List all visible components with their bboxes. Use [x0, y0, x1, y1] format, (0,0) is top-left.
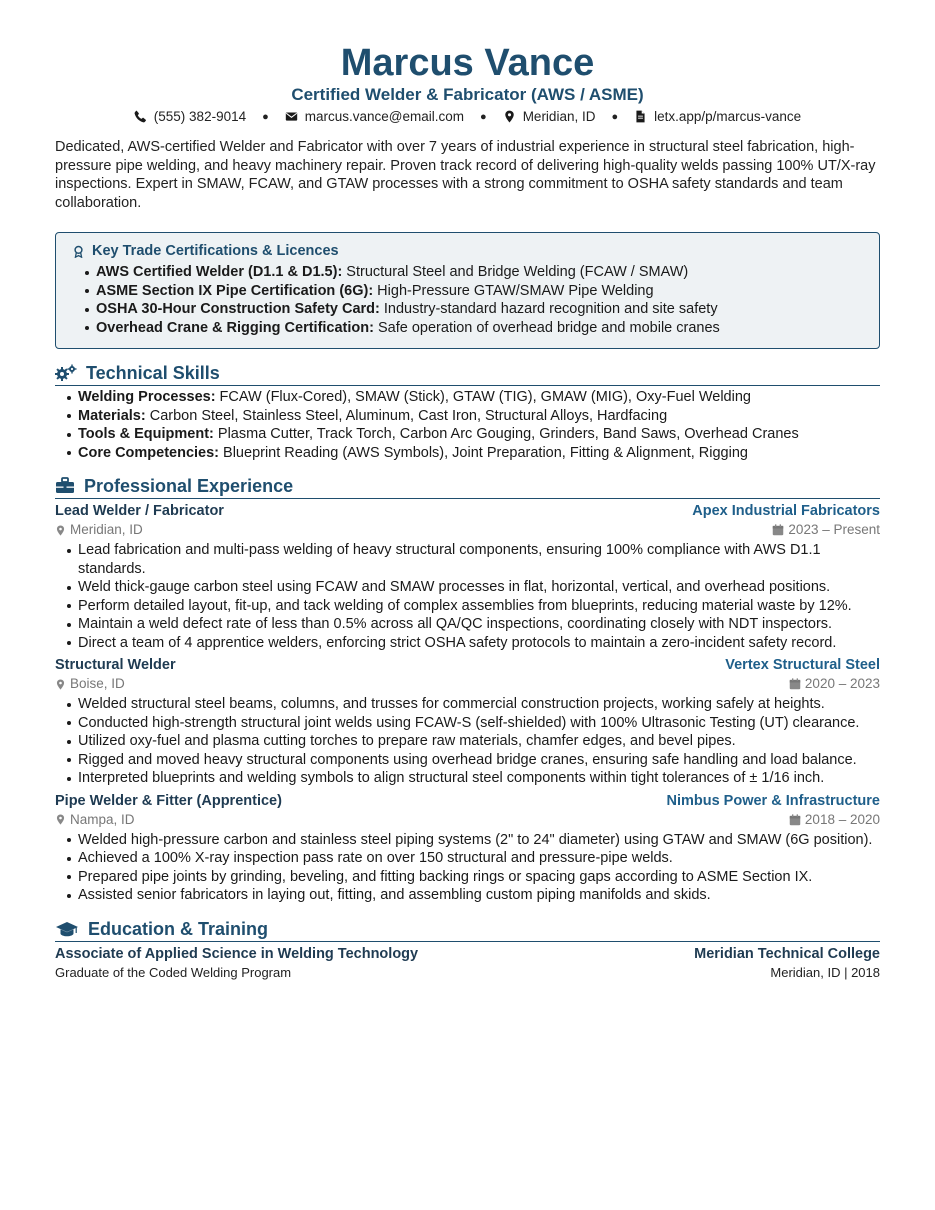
- list-item: Lead fabrication and multi-pass welding of heavy structural components, ensuring 100% compliance with AWS D1.1 standards.: [66, 541, 880, 578]
- skill-category: Welding Processes:: [78, 389, 216, 405]
- professional-summary: Dedicated, AWS-certified Welder and Fabricator with over 7 years of industrial experience in structural steel fabrication, high-pressure pipe welding, and heavy machinery repair. Proven track record of delivering high-quality welds passing 100% UT/X-ray inspections. Expert in SMAW, FCAW, and GTAW processes with a strong commitment to OSHA safety standards and team collaboration.: [55, 139, 876, 211]
- contact-line: [0, 109, 935, 124]
- contact-location: [503, 109, 596, 124]
- job-header-row: [55, 656, 880, 675]
- phone-icon: [134, 110, 147, 123]
- cert-desc: Safe operation of overhead bridge and mobile cranes: [373, 319, 720, 336]
- cert-desc: Structural Steel and Bridge Welding (FCAW / SMAW): [342, 264, 689, 280]
- skill-values: Carbon Steel, Stainless Steel, Aluminum, Cast Iron, Structural Alloys, Hardfacing: [145, 407, 668, 424]
- skill-category: Tools & Equipment:: [78, 426, 214, 442]
- company-name: Vertex Structural Steel: [725, 657, 880, 673]
- list-item: Utilized oxy-fuel and plasma cutting torches to prepare raw materials, chamfer edges, and bevel pipes.: [66, 732, 880, 751]
- list-item: Welded structural steel beams, columns, and trusses for commercial construction projects, working safely at heights.: [66, 695, 880, 714]
- job-bullets: [66, 541, 880, 652]
- award-icon: [72, 245, 85, 258]
- map-pin-icon: [503, 110, 516, 123]
- separator-dot: ●: [262, 110, 269, 123]
- experience-list: [0, 502, 935, 905]
- job-dates-text: 2018 – 2020: [804, 811, 880, 827]
- map-pin-icon: [55, 813, 66, 826]
- candidate-name: Marcus Vance: [340, 42, 595, 84]
- email-text: marcus.vance@email.com: [304, 109, 465, 124]
- cert-name: ASME Section IX Pipe Certification (6G):: [96, 282, 374, 299]
- list-item: Direct a team of 4 apprentice welders, enforcing strict OSHA safety protocols to maintain a zero-incident safety record.: [66, 634, 880, 653]
- company-name: Nimbus Power & Infrastructure: [666, 792, 880, 809]
- job-title: Pipe Welder & Fitter (Apprentice): [55, 792, 282, 809]
- skill-values: Blueprint Reading (AWS Symbols), Joint Preparation, Fitting & Alignment, Rigging: [219, 444, 748, 461]
- job-location-text: Nampa, ID: [70, 811, 135, 827]
- separator-dot: ●: [480, 110, 487, 123]
- list-item: [84, 300, 863, 319]
- map-pin-icon: [55, 678, 66, 691]
- degree: Associate of Applied Science in Welding Technology: [55, 945, 419, 962]
- list-item: Maintain a weld defect rate of less than 0.5% across all QA/QC inspections, coordinating closely with NDT inspectors.: [66, 615, 880, 634]
- calendar-icon: [772, 524, 784, 536]
- list-item: [66, 388, 880, 407]
- company-name: Apex Industrial Fabricators: [692, 503, 880, 519]
- job-dates-text: 2020 – 2023: [804, 676, 880, 691]
- cert-desc: Industry-standard hazard recognition and site safety: [379, 301, 718, 317]
- job-location-text: Meridian, ID: [70, 522, 143, 537]
- list-item: [66, 425, 880, 444]
- job-entry: [55, 656, 880, 788]
- experience-title: Professional Experience: [84, 476, 294, 496]
- list-item: Prepared pipe joints by grinding, beveling, and fitting backing rings or spacing gaps according to ASME Section IX.: [66, 868, 880, 887]
- cert-name: OSHA 30-Hour Construction Safety Card:: [96, 301, 380, 317]
- skill-category: Core Competencies:: [78, 444, 220, 461]
- education-section-heading: [55, 918, 880, 942]
- skills-title: Technical Skills: [86, 363, 220, 383]
- gears-icon: [55, 364, 77, 382]
- list-item: [84, 282, 863, 301]
- education-note: Graduate of the Coded Welding Program: [55, 964, 292, 980]
- resume-header: [0, 0, 935, 124]
- file-icon: [634, 110, 647, 123]
- certifications-title-text: Key Trade Certifications & Licences: [92, 243, 339, 259]
- education-sub-row: [55, 964, 880, 981]
- cert-desc: High-Pressure GTAW/SMAW Pipe Welding: [373, 282, 654, 299]
- job-location: [55, 675, 125, 693]
- education-location-date: Meridian, ID | 2018: [770, 964, 880, 980]
- list-item: Conducted high-strength structural joint welds using FCAW-S (self-shielded) with 100% Ultrasonic Testing (UT) clearance.: [66, 714, 880, 733]
- list-item: Achieved a 100% X-ray inspection pass rate on over 150 structural and pressure-pipe welds.: [66, 849, 880, 868]
- certifications-box: [55, 232, 880, 349]
- envelope-icon: [285, 110, 298, 123]
- cert-name: Overhead Crane & Rigging Certification:: [96, 319, 374, 336]
- skills-list: [66, 388, 880, 462]
- graduation-cap-icon: [55, 920, 79, 938]
- job-header-row: [55, 792, 880, 811]
- location-text: Meridian, ID: [522, 109, 596, 124]
- list-item: Interpreted blueprints and welding symbols to align structural steel components within tight tolerances of ± 1/16 inch.: [66, 769, 880, 788]
- website-text: letx.app/p/marcus-vance: [654, 109, 802, 124]
- job-meta-row: [55, 811, 880, 829]
- briefcase-icon: [55, 477, 75, 495]
- job-location: [55, 811, 135, 829]
- job-location: [55, 521, 143, 539]
- candidate-role: Certified Welder & Fabricator (AWS / ASME): [291, 85, 644, 104]
- job-dates-text: 2023 – Present: [788, 522, 880, 537]
- job-header-row: [55, 502, 880, 521]
- job-title: Lead Welder / Fabricator: [55, 503, 224, 519]
- contact-phone: [134, 109, 246, 124]
- calendar-icon: [789, 678, 801, 690]
- education-entry: [55, 945, 880, 981]
- skills-section-heading: [55, 362, 880, 386]
- job-bullets: [66, 695, 880, 788]
- job-entry: [55, 792, 880, 905]
- skill-category: Materials:: [78, 407, 146, 424]
- job-entry: [55, 502, 880, 652]
- school: Meridian Technical College: [694, 945, 880, 962]
- contact-email[interactable]: [285, 109, 464, 124]
- phone-text: (555) 382-9014: [153, 109, 247, 124]
- education-title: Education & Training: [88, 918, 269, 939]
- list-item: [66, 444, 880, 463]
- list-item: Weld thick-gauge carbon steel using FCAW and SMAW processes in flat, horizontal, vertical, and overhead positions.: [66, 578, 880, 597]
- job-dates: [772, 521, 880, 539]
- skill-values: Plasma Cutter, Track Torch, Carbon Arc Gouging, Grinders, Band Saws, Overhead Cranes: [213, 426, 799, 442]
- education-row: [55, 945, 880, 964]
- separator-dot: ●: [611, 110, 619, 123]
- cert-name: AWS Certified Welder (D1.1 & D1.5):: [96, 264, 343, 280]
- job-title: Structural Welder: [55, 657, 176, 673]
- map-pin-icon: [55, 524, 66, 537]
- job-meta-row: [55, 521, 880, 539]
- contact-website[interactable]: [634, 109, 801, 124]
- certifications-title: [72, 242, 863, 260]
- list-item: Welded high-pressure carbon and stainless steel piping systems (2" to 24" diameter) using GTAW and SMAW (6G position).: [66, 831, 880, 850]
- experience-section-heading: [55, 475, 880, 499]
- list-item: Assisted senior fabricators in laying out, fitting, and assembling custom piping manifolds and skids.: [66, 886, 880, 905]
- list-item: [84, 263, 863, 282]
- job-dates: [789, 675, 880, 693]
- job-meta-row: [55, 675, 880, 693]
- calendar-icon: [789, 814, 801, 826]
- job-dates: [789, 811, 880, 829]
- list-item: [84, 319, 863, 338]
- job-location-text: Boise, ID: [70, 676, 125, 691]
- certifications-list: [72, 263, 863, 337]
- job-bullets: [66, 831, 880, 905]
- skill-values: FCAW (Flux-Cored), SMAW (Stick), GTAW (TIG), GMAW (MIG), Oxy-Fuel Welding: [215, 389, 751, 405]
- list-item: Rigged and moved heavy structural components using overhead bridge cranes, ensuring safe handling and load balance.: [66, 751, 880, 770]
- list-item: [66, 407, 880, 426]
- list-item: Perform detailed layout, fit-up, and tack welding of complex assemblies from blueprints, reducing material waste by 12%.: [66, 597, 880, 616]
